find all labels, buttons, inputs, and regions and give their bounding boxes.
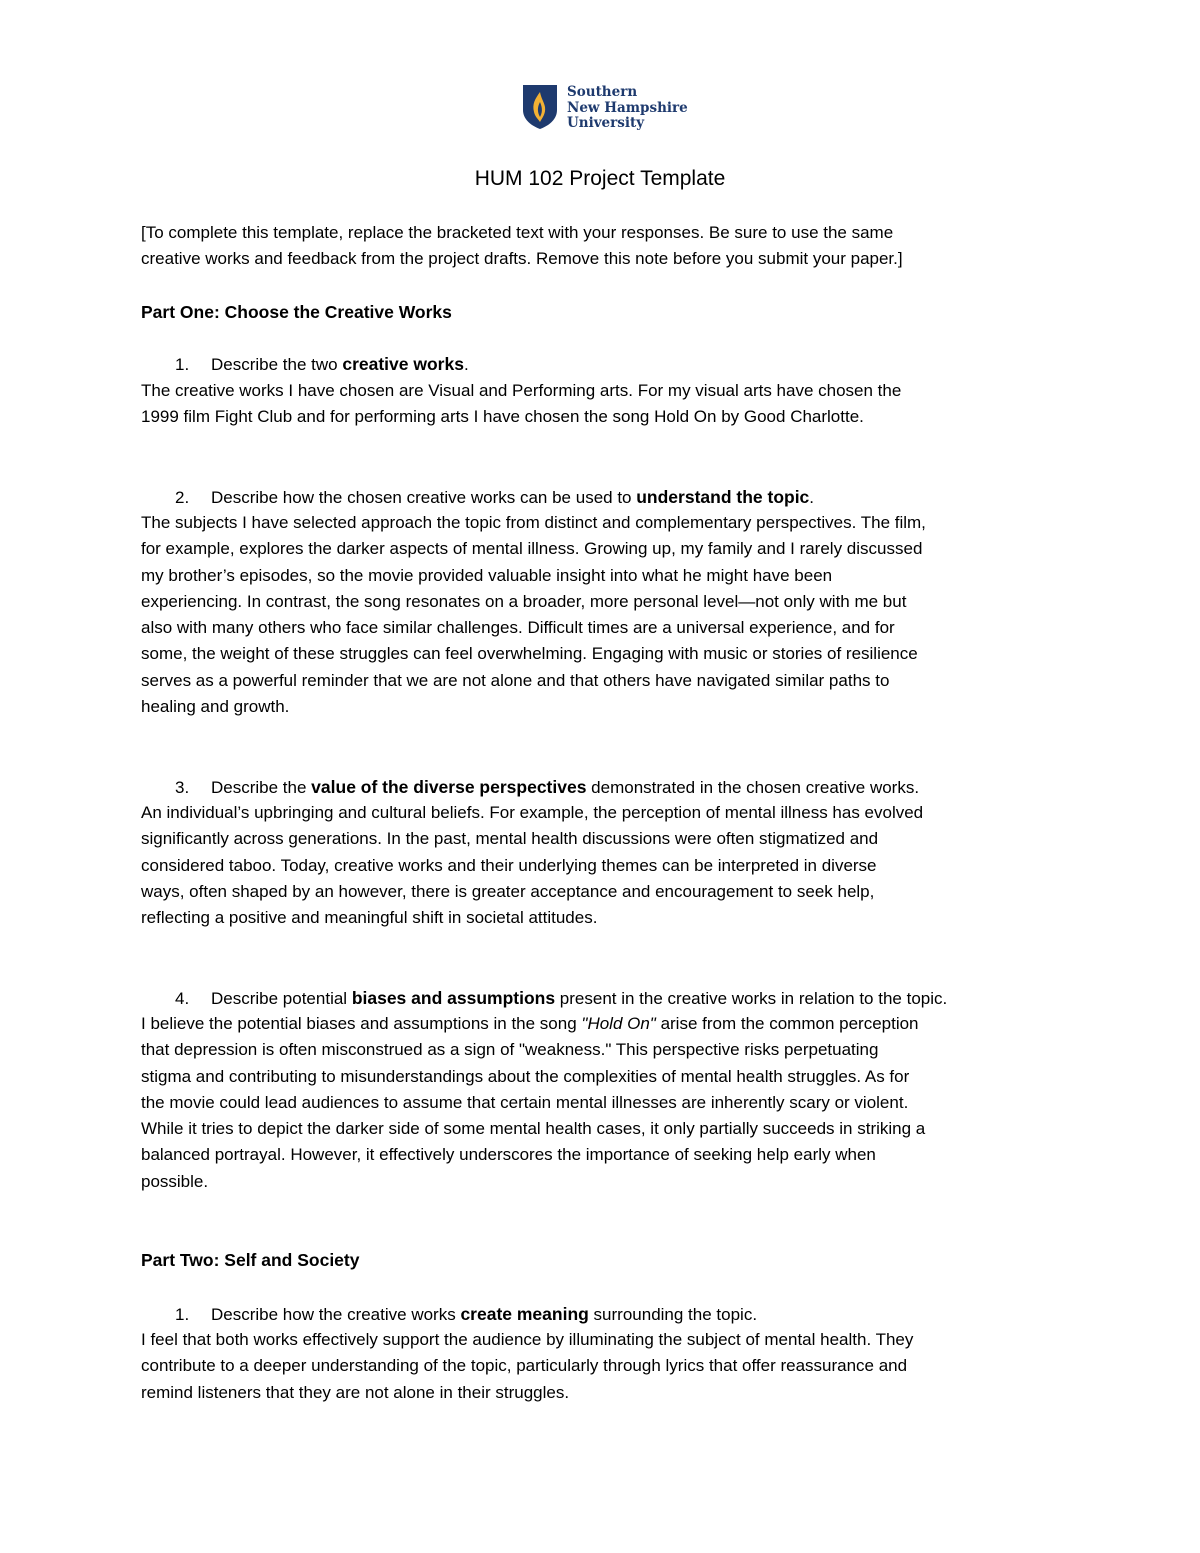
song-title: "Hold On" [581,1014,656,1033]
instructions-note [141,220,1071,273]
answer-line: possible. [141,1171,209,1191]
question-3-answer [141,800,1071,931]
question-text: Describe how the chosen creative works can be used to [211,488,637,507]
answer-line: balanced portrayal. However, it effectively underscores the importance of seeking help early when [141,1145,876,1165]
answer-line: also with many others who face similar challenges. Difficult times are a universal experience, and for [141,618,895,638]
instructions-line: [To complete this template, replace the bracketed text with your responses. Be sure to use the same [141,223,894,242]
question-3-prompt [175,774,919,801]
flame-shield-icon [522,84,558,130]
answer-line: considered taboo. Today, creative works and their underlying themes can be interpreted in diverse [141,855,877,875]
question-text: Describe potential [211,989,352,1008]
question-text: Describe the [211,778,312,797]
question-text: . [463,355,469,374]
question-number: 2. [175,488,190,507]
answer-line: The creative works I have chosen are Visual and Performing arts. For my visual arts have chosen the [141,381,902,400]
question-keyword: understand the topic [636,487,810,507]
answer-line: contribute to a deeper understanding of the topic, particularly through lyrics that offer reassurance and [141,1356,908,1376]
question-keyword: creative works [342,354,464,374]
answer-line: stigma and contributing to misunderstandings about the complexities of mental health struggles. As for [141,1066,910,1086]
question-2-answer [141,510,1071,720]
answer-line: significantly across generations. In the past, mental health discussions were often stigmatized and [141,829,879,849]
answer-line: that depression is often misconstrued as a sign of "weakness." This perspective risks perpetuating [141,1040,879,1060]
question-1-prompt [175,351,469,378]
page-title: HUM 102 Project Template [474,167,726,190]
answer-line: some, the weight of these struggles can feel overwhelming. Engaging with music or stories of resilience [141,644,918,664]
answer-line: for example, explores the darker aspects of mental illness. Growing up, my family and I rarely discussed [141,539,923,559]
answer-text: I believe the potential biases and assumptions in the song [141,1014,582,1033]
answer-line [141,1011,1071,1037]
answer-line: the movie could lead audiences to assume that certain mental illnesses are inherently scary or violent. [141,1092,909,1112]
question-1-answer [141,378,1071,431]
university-logo [522,84,692,134]
answer-line: serves as a powerful reminder that we are not alone and that others have navigated similar paths to [141,670,890,690]
question-keyword: create meaning [460,1304,589,1324]
answer-line: remind listeners that they are not alone in their struggles. [141,1382,570,1402]
question-text: present in the creative works in relation to the topic. [555,989,948,1008]
question-number: 1. [175,355,190,374]
answer-line: experiencing. In contrast, the song resonates on a broader, more personal level—not only with me but [141,591,907,611]
question-keyword: biases and assumptions [351,988,556,1008]
question-text: Describe how the creative works [211,1305,461,1324]
question-number: 4. [175,989,190,1008]
logo-line-3: University [567,115,645,131]
logo-wordmark [567,85,688,132]
question-4-prompt [175,985,947,1012]
question-number: 1. [175,1305,190,1324]
question-keyword: value of the diverse perspectives [311,777,587,797]
answer-line: 1999 film Fight Club and for performing arts I have chosen the song Hold On by Good Charlotte. [141,407,864,427]
question-4-answer [141,1011,1071,1195]
part-two-question-1-answer [141,1327,1071,1406]
logo-line-1: Southern [567,84,638,100]
question-text: demonstrated in the chosen creative works. [586,778,920,797]
logo-line-2: New Hampshire [567,99,688,116]
question-text: . [809,488,815,507]
answer-line: An individual’s upbringing and cultural beliefs. For example, the perception of mental illness has evolved [141,803,924,822]
answer-line: While it tries to depict the darker side of some mental health cases, it only partially succeeds in striking a [141,1119,926,1139]
part-one-heading: Part One: Choose the Creative Works [141,302,452,322]
question-number: 3. [175,778,190,797]
part-two-question-1-prompt [175,1301,757,1328]
answer-line: my brother’s episodes, so the movie provided valuable insight into what he might have been [141,565,833,585]
answer-text: arise from the common perception [655,1014,919,1033]
answer-line: healing and growth. [141,697,290,717]
question-text: Describe the two [211,355,343,374]
question-2-prompt [175,484,814,511]
answer-line: I feel that both works effectively support the audience by illuminating the subject of mental health. They [141,1330,914,1349]
answer-line: reflecting a positive and meaningful shift in societal attitudes. [141,908,598,928]
instructions-line: creative works and feedback from the project drafts. Remove this note before you submit your paper.] [141,249,903,269]
part-two-heading: Part Two: Self and Society [141,1250,360,1270]
answer-line: ways, often shaped by an however, there is greater acceptance and encouragement to seek help, [141,881,875,901]
answer-line: The subjects I have selected approach the topic from distinct and complementary perspectives. The film, [141,513,926,532]
question-text: surrounding the topic. [588,1305,758,1324]
